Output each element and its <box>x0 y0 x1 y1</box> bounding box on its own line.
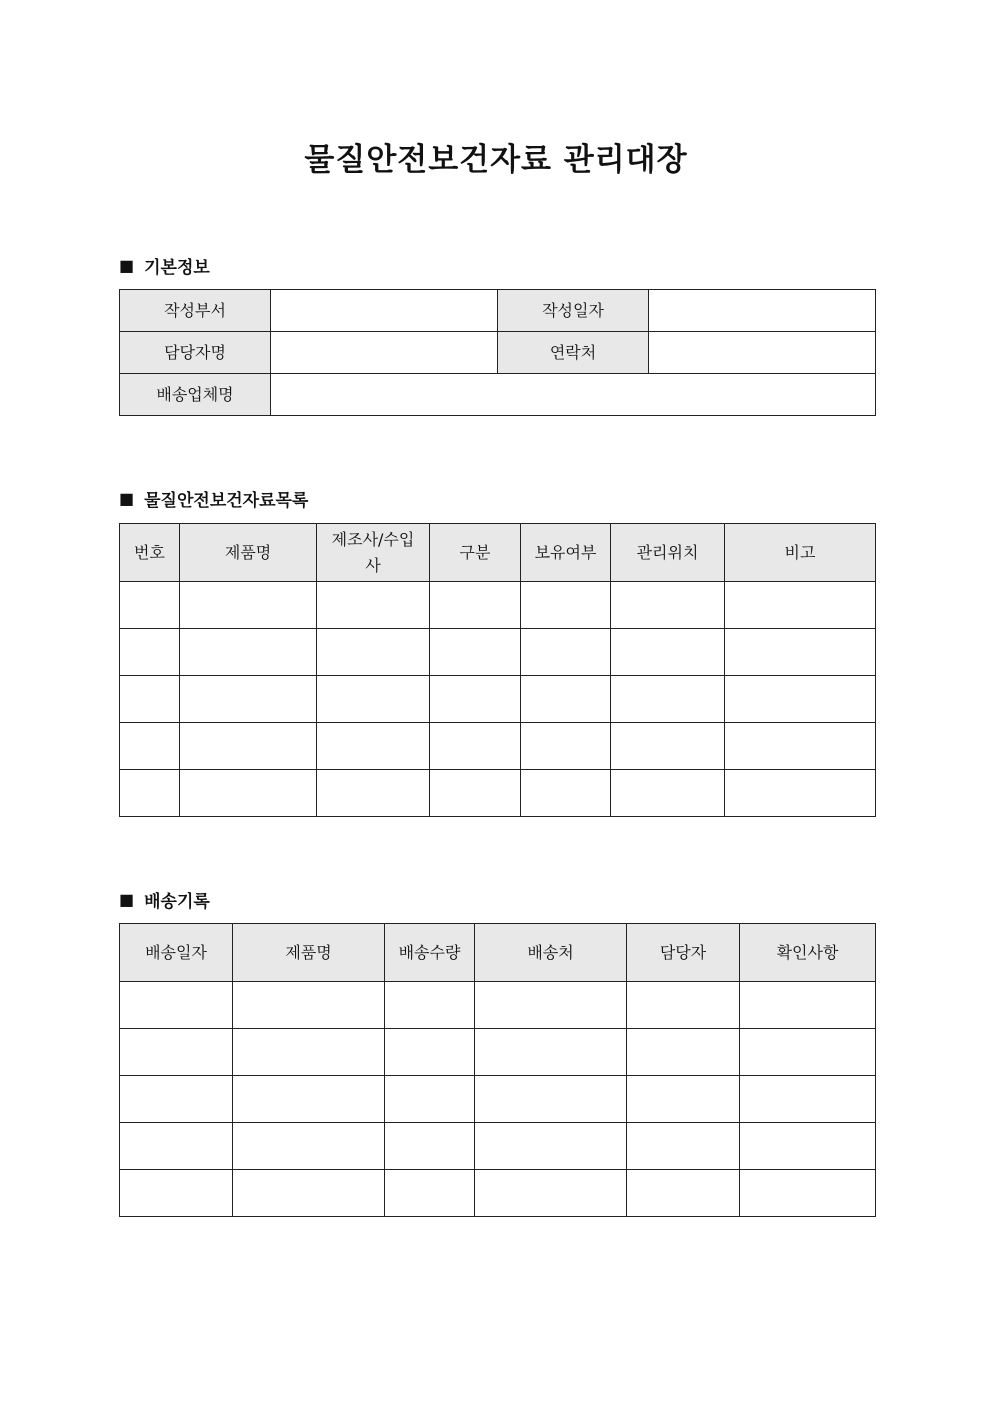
basic-info-table <box>119 289 876 416</box>
section-heading-basic-info <box>119 253 210 278</box>
table-cell[interactable] <box>120 629 180 676</box>
column-header-confirmation: 확인사항 <box>740 924 876 982</box>
dept-field[interactable] <box>271 290 498 332</box>
table-cell[interactable] <box>430 676 521 723</box>
column-header-remarks: 비고 <box>725 524 876 582</box>
table-cell[interactable] <box>385 1076 475 1123</box>
table-cell[interactable] <box>475 982 627 1029</box>
page-title: 물질안전보건자료 관리대장 <box>304 142 688 178</box>
table-cell[interactable] <box>233 1123 385 1170</box>
section-heading-msds-list <box>119 486 308 511</box>
table-cell[interactable] <box>120 676 180 723</box>
column-header-ship-date: 배송일자 <box>120 924 233 982</box>
table-cell[interactable] <box>475 1170 627 1217</box>
table-cell[interactable] <box>611 676 725 723</box>
table-cell[interactable] <box>611 629 725 676</box>
table-cell[interactable] <box>120 582 180 629</box>
table-cell[interactable] <box>740 982 876 1029</box>
table-cell[interactable] <box>611 723 725 770</box>
contact-label: 연락처 <box>498 332 649 374</box>
column-header-product: 제품명 <box>180 524 317 582</box>
msds-list-table <box>119 523 876 817</box>
table-cell[interactable] <box>627 1076 740 1123</box>
table-cell[interactable] <box>317 629 430 676</box>
table-cell[interactable] <box>180 770 317 817</box>
table-cell[interactable] <box>430 582 521 629</box>
table-cell[interactable] <box>627 982 740 1029</box>
manager-label: 담당자명 <box>120 332 271 374</box>
table-row <box>120 1123 876 1170</box>
table-cell[interactable] <box>120 1029 233 1076</box>
table-cell[interactable] <box>180 723 317 770</box>
table-cell[interactable] <box>740 1029 876 1076</box>
shipping-record-table <box>119 923 876 1217</box>
carrier-field[interactable] <box>271 374 876 416</box>
table-cell[interactable] <box>180 676 317 723</box>
table-row <box>120 770 876 817</box>
table-cell[interactable] <box>725 723 876 770</box>
date-label: 작성일자 <box>498 290 649 332</box>
square-bullet-icon: ■ <box>119 890 135 909</box>
column-header-location: 관리위치 <box>611 524 725 582</box>
column-header-number: 번호 <box>120 524 180 582</box>
table-cell[interactable] <box>475 1029 627 1076</box>
table-cell[interactable] <box>740 1123 876 1170</box>
table-cell[interactable] <box>521 723 611 770</box>
table-cell[interactable] <box>233 1029 385 1076</box>
table-cell[interactable] <box>317 723 430 770</box>
column-header-possession: 보유여부 <box>521 524 611 582</box>
table-cell[interactable] <box>627 1123 740 1170</box>
column-header-manager: 담당자 <box>627 924 740 982</box>
table-cell[interactable] <box>120 1123 233 1170</box>
table-cell[interactable] <box>317 582 430 629</box>
table-cell[interactable] <box>725 629 876 676</box>
table-cell[interactable] <box>611 582 725 629</box>
table-cell[interactable] <box>120 723 180 770</box>
table-cell[interactable] <box>627 1029 740 1076</box>
table-row <box>120 676 876 723</box>
column-header-quantity: 배송수량 <box>385 924 475 982</box>
table-cell[interactable] <box>180 629 317 676</box>
square-bullet-icon: ■ <box>119 489 135 508</box>
table-cell[interactable] <box>317 770 430 817</box>
table-cell[interactable] <box>385 1170 475 1217</box>
column-header-product: 제품명 <box>233 924 385 982</box>
section-title: 물질안전보건자료목록 <box>144 491 309 511</box>
table-cell[interactable] <box>521 582 611 629</box>
column-header-category: 구분 <box>430 524 521 582</box>
column-header-destination: 배송처 <box>475 924 627 982</box>
table-cell[interactable] <box>233 1076 385 1123</box>
table-cell[interactable] <box>725 770 876 817</box>
table-cell[interactable] <box>740 1170 876 1217</box>
table-cell[interactable] <box>521 676 611 723</box>
section-heading-shipping <box>119 887 210 912</box>
table-cell[interactable] <box>430 723 521 770</box>
table-row <box>120 1076 876 1123</box>
section-title: 배송기록 <box>144 892 210 912</box>
table-cell[interactable] <box>385 1029 475 1076</box>
carrier-label: 배송업체명 <box>120 374 271 416</box>
table-cell[interactable] <box>385 1123 475 1170</box>
section-title: 기본정보 <box>144 258 210 278</box>
table-cell[interactable] <box>120 1170 233 1217</box>
dept-label: 작성부서 <box>120 290 271 332</box>
table-cell[interactable] <box>475 1076 627 1123</box>
square-bullet-icon: ■ <box>119 256 135 275</box>
table-cell[interactable] <box>317 676 430 723</box>
date-field[interactable] <box>649 290 876 332</box>
table-cell[interactable] <box>430 629 521 676</box>
table-row <box>120 629 876 676</box>
table-cell[interactable] <box>430 770 521 817</box>
table-row <box>120 1170 876 1217</box>
table-cell[interactable] <box>740 1076 876 1123</box>
table-cell[interactable] <box>120 770 180 817</box>
table-cell[interactable] <box>521 629 611 676</box>
table-row <box>120 982 876 1029</box>
table-cell[interactable] <box>725 676 876 723</box>
table-cell[interactable] <box>233 982 385 1029</box>
table-cell[interactable] <box>233 1170 385 1217</box>
table-cell[interactable] <box>385 982 475 1029</box>
table-cell[interactable] <box>521 770 611 817</box>
table-row <box>120 582 876 629</box>
table-cell[interactable] <box>611 770 725 817</box>
table-cell[interactable] <box>725 582 876 629</box>
table-cell[interactable] <box>180 582 317 629</box>
table-cell[interactable] <box>627 1170 740 1217</box>
contact-field[interactable] <box>649 332 876 374</box>
table-row <box>120 1029 876 1076</box>
table-cell[interactable] <box>120 1076 233 1123</box>
table-row <box>120 723 876 770</box>
column-header-manufacturer: 제조사/수입사 <box>317 524 430 582</box>
table-cell[interactable] <box>475 1123 627 1170</box>
manager-field[interactable] <box>271 332 498 374</box>
table-cell[interactable] <box>120 982 233 1029</box>
